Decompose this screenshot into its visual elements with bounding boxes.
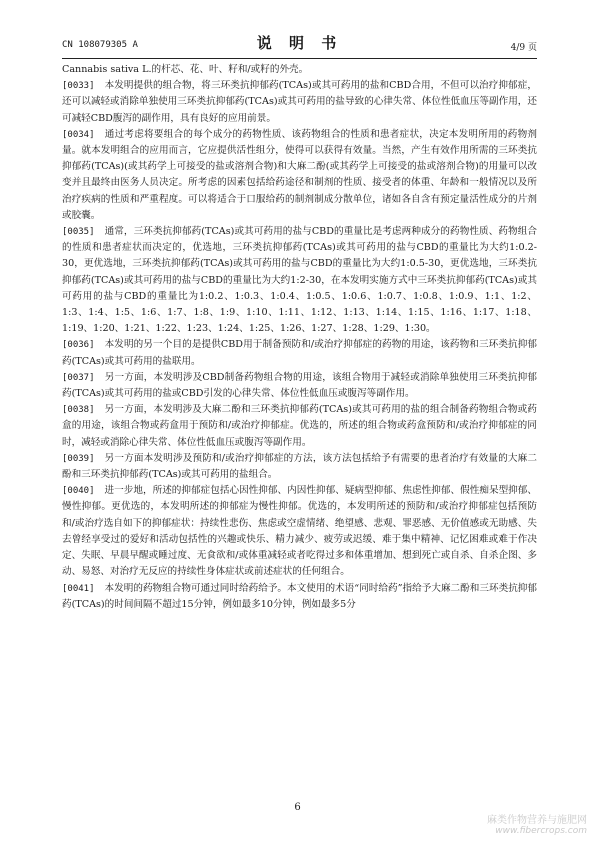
- paragraph-number: [0035]: [62, 227, 95, 238]
- paragraph-number: [0034]: [62, 129, 95, 140]
- paragraph-text: 进一步地，所述的抑郁症包括心因性抑郁、内因性抑郁、疑病型抑郁、焦虑性抑郁、假性痴呆型抑郁、慢性抑郁。更优选的，本发明所述的抑郁症为慢性抑郁。优选的，本发明所述的预防和/或治疗抑郁症包括预防和/或治疗选自如下的抑郁症状：持续性悲伤、焦虑或空虚情绪、绝望感、悲观、罪恶感、无价值感或无助感、失去曾经享受过的爱好和活动包括性的兴趣或快乐、精力减少、疲劳或迟缓、难于集中精神、记忆困难或难于作决定、失眠、早晨早醒或睡过度、无食欲和/或体重减轻或者吃得过多和体重增加、想到死亡或自杀、自杀企图、多动、易怒、对治疗无反应的持续性身体症状或前述症状的任何组合。: [62, 485, 537, 578]
- paragraph: [62, 581, 537, 613]
- document-body: [62, 62, 537, 613]
- paragraph-text: 通过考虑将要组合的每个成分的药物性质、该药物组合的性质和患者症状，决定本发明所用的药物剂量。就本发明组合的应用而言，它应提供活性组分，使得可以获得有效量。当然，产生有效作用所需的三环类抗抑郁药(TCAs)(或其药学上可接受的盐或溶剂合物)和大麻二酚(或其药学上可接受的盐或溶剂合物)的用量可以改变并且最终由医务人员决定。所考虑的因素包括给药途径和制剂的性质、接受者的体重、年龄和一般情况以及所治疗疾病的性质和严重程度。可以将适合于口服给药的制剂制成分散单位，诸如各自含有预定量活性成分的片剂或胶囊。: [62, 128, 537, 221]
- paragraph: [62, 224, 537, 337]
- paragraph: [62, 451, 537, 483]
- intro-line: Cannabis sativa L.的杆芯、花、叶、籽和/或籽的外壳。: [62, 64, 309, 75]
- document-number: CN 108079305 A: [62, 40, 138, 50]
- header-divider: [62, 58, 537, 59]
- paragraph-text: 本发明提供的组合物，将三环类抗抑郁药(TCAs)或其可药用的盐和CBD合用，不但可以治疗抑郁症，还可以减轻或消除单独使用三环类抗抑郁药(TCAs)或其可药用的盐导致的心律失常、体位性低血压等副作用，还可减轻CBD腹泻的副作用，具有良好的应用前景。: [62, 80, 537, 124]
- watermark-text: 麻类作物营养与施肥网: [487, 815, 587, 826]
- paragraph: [62, 78, 537, 127]
- paragraph: [62, 483, 537, 580]
- paragraph-number: [0041]: [62, 583, 95, 594]
- paragraph: [62, 402, 537, 451]
- paragraph-text: 通常，三环类抗抑郁药(TCAs)或其可药用的盐与CBD的重量比是考虑两种成分的药物性质、药物组合的性质和患者症状而决定的，优选地，三环类抗抑郁药(TCAs)或其可药用的盐与CBD的重量比为大约1:0.2-30，更优选地，三环类抗抑郁药(TCAs)或其可药用的盐与CBD的重量比为大约1:0.5-30，更优选地，三环类抗抑郁药(TCAs)或其可药用的盐与CBD的重量比为大约1:2-30，在本发明实施方式中三环类抗抑郁药(TCAs)或其可药用的盐与CBD的重量比为1:0.2、1:0.3、1:0.4、1:0.5、1:0.6、1:0.7、1:0.8、1:0.9、1:1、1:2、1:3、1:4、1:5、1:6、1:7、1:8、1:9、1:10、1:11、1:12、1:13、1:14、1:15、1:16、1:17、1:18、1:19、1:20、1:21、1:22、1:23、1:24、1:25、1:26、1:27、1:28、1:29、1:30。: [62, 226, 537, 335]
- paragraph-text: 另一方面，本发明涉及大麻二酚和三环类抗抑郁药(TCAs)或其可药用的盐的组合制备药物组合物或药盒的用途，该组合物或药盒用于预防和/或治疗抑郁症。优选的，所述的组合物或药盒预防和/或治疗抑郁症的同时，减轻或消除心律失常、体位性低血压或腹泻等副作用。: [62, 404, 537, 448]
- paragraph-number: [0038]: [62, 405, 95, 416]
- paragraph: [62, 370, 537, 402]
- paragraph-number: [0036]: [62, 340, 95, 351]
- paragraph-text: 本发明的另一个目的是提供CBD用于制备预防和/或治疗抑郁症的药物的用途，该药物和三环类抗抑郁药(TCAs)或其可药用的盐联用。: [62, 339, 537, 367]
- page-indicator: 4/9 页: [510, 43, 537, 53]
- paragraph: [62, 127, 537, 224]
- paragraph-text: 本发明的药物组合物可通过同时给药给予。本文使用的术语“同时给药”指给予大麻二酚和三环类抗抑郁药(TCAs)的时间间隔不超过15分钟，例如最多10分钟，例如最多5分: [62, 582, 537, 610]
- paragraph-number: [0037]: [62, 372, 95, 383]
- watermark-url: www.fibercrops.com: [495, 826, 587, 836]
- paragraph-text: 另一方面，本发明涉及CBD制备药物组合物的用途，该组合物用于减轻或消除单独使用三环类抗抑郁药(TCAs)或其可药用的盐或CBD引发的心律失常、体位性低血压或腹泻等副作用。: [62, 371, 537, 400]
- document-title: 说 明 书: [256, 34, 343, 52]
- paragraph: [62, 337, 537, 369]
- paragraph-number: [0033]: [62, 81, 95, 92]
- paragraph-number: [0039]: [62, 453, 95, 464]
- page-number: 6: [294, 802, 301, 813]
- watermark: [437, 811, 587, 836]
- page-header: [62, 30, 537, 56]
- paragraph-number: [0040]: [62, 486, 95, 497]
- paragraph-text: 另一方面本发明涉及预防和/或治疗抑郁症的方法，该方法包括给予有需要的患者治疗有效量的大麻二酚和三环类抗抑郁药(TCAs)或其可药用的盐组合。: [62, 452, 537, 481]
